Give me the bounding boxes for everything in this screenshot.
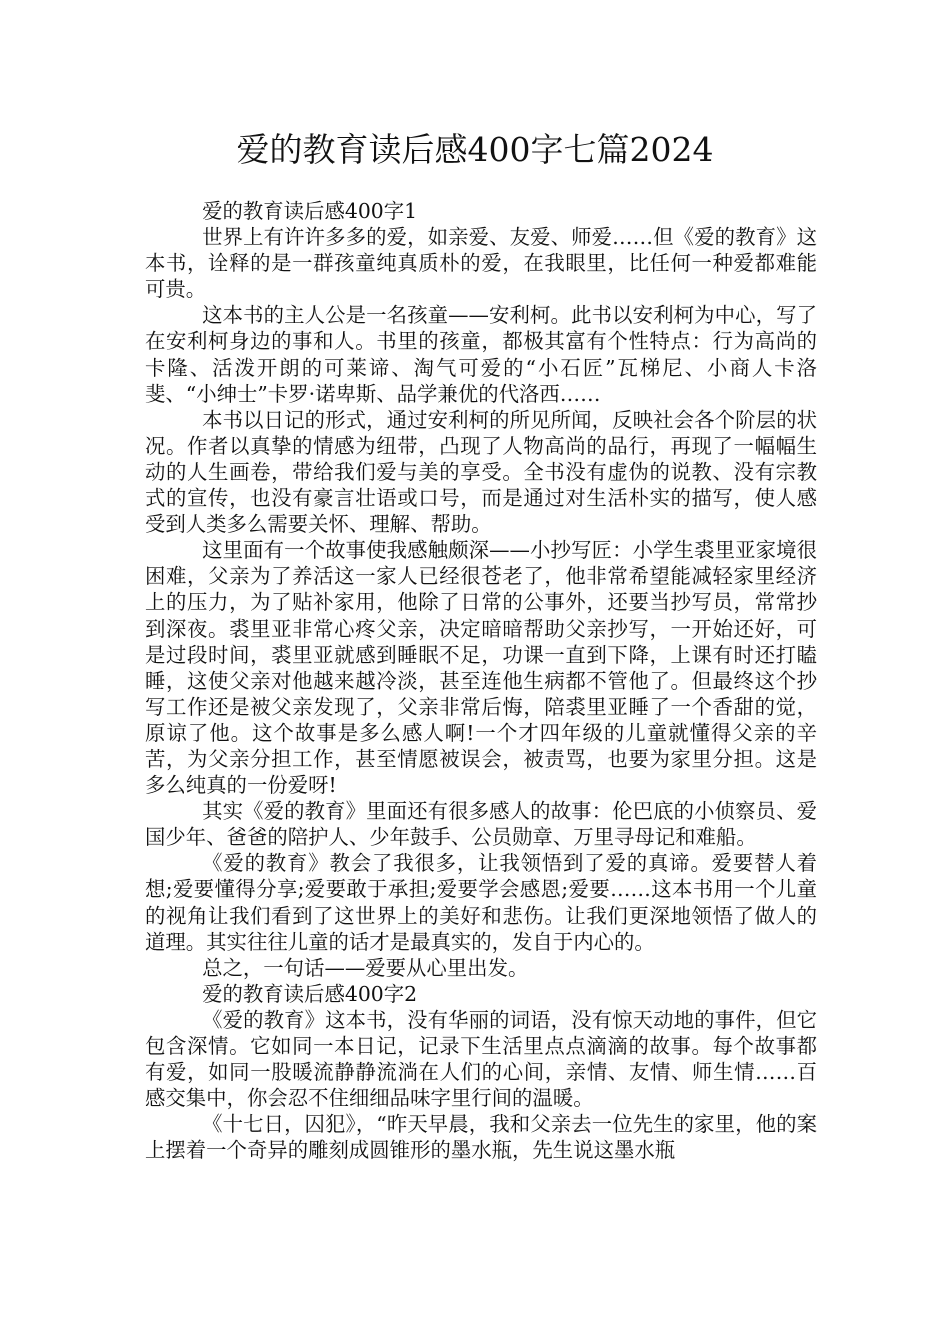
body-paragraph: 世界上有许许多多的爱，如亲爱、友爱、师爱……但《爱的教育》这本书，诠释的是一群孩童纯真质朴的爱，在我眼里，比任何一种爱都难能可贵。 bbox=[145, 225, 817, 302]
document-title: 爱的教育读后感400字七篇2024 bbox=[236, 130, 714, 169]
document-body bbox=[145, 198, 817, 1163]
body-paragraph: 总之，一句话——爱要从心里出发。 bbox=[202, 955, 529, 980]
body-paragraph: 其实《爱的教育》里面还有很多感人的故事：伦巴底的小侦察员、爱国少年、爸爸的陪护人、少年鼓手、公员勋章、万里寻母记和难船。 bbox=[145, 799, 817, 850]
body-paragraph: 本书以日记的形式，通过安利柯的所见所闻，反映社会各个阶层的状况。作者以真挚的情感为纽带，凸现了人物高尚的品行，再现了一幅幅生动的人生画卷，带给我们爱与美的享受。全书没有虚伪的说教、没有宗教式的宣传，也没有豪言壮语或口号，而是通过对生活朴实的描写，使人感受到人类多么需要关怀、理解、帮助。 bbox=[145, 407, 817, 537]
body-paragraph: 《爱的教育》教会了我很多，让我领悟到了爱的真谛。爱要替人着想;爱要懂得分享;爱要敢于承担;爱要学会感恩;爱要……这本书用一个儿童的视角让我们看到了这世界上的美好和悲伤。让我们更深地领悟了做人的道理。其实往往儿童的话才是最真实的，发自于内心的。 bbox=[145, 851, 817, 954]
body-paragraph: 这本书的主人公是一名孩童——安利柯。此书以安利柯为中心，写了在安利柯身边的事和人。书里的孩童，都极其富有个性特点：行为高尚的卡隆、活泼开朗的可莱谛、淘气可爱的“小石匠”瓦梯尼、小商人卡洛斐、“小绅士”卡罗·诺卑斯、品学兼优的代洛西…… bbox=[145, 303, 817, 406]
section-heading-1: 爱的教育读后感400字1 bbox=[202, 199, 418, 223]
body-paragraph: 《十七日，囚犯》，“昨天早晨，我和父亲去一位先生的家里，他的案上摆着一个奇异的雕刻成圆锥形的墨水瓶，先生说这墨水瓶 bbox=[145, 1112, 817, 1163]
body-paragraph: 《爱的教育》这本书，没有华丽的词语，没有惊天动地的事件，但它包含深情。它如同一本日记，记录下生活里点点滴滴的故事。每个故事都有爱，如同一股暖流静静流淌在人们的心间，亲情、友情、师生情……百感交集中，你会忍不住细细品味字里行间的温暖。 bbox=[145, 1007, 817, 1111]
section-heading-2: 爱的教育读后感400字2 bbox=[202, 981, 418, 1006]
body-paragraph: 这里面有一个故事使我感触颇深——小抄写匠：小学生裘里亚家境很困难，父亲为了养活这一家人已经很苍老了，他非常希望能减轻家里经济上的压力，为了贴补家用，他除了日常的公事外，还要当抄写员，常常抄到深夜。裘里亚非常心疼父亲，决定暗暗帮助父亲抄写，一开始还好，可是过段时间，裘里亚就感到睡眠不足，功课一直到下降，上课有时还打瞌睡，这使父亲对他越来越冷淡，甚至连他生病都不管他了。但最终这个抄写工作还是被父亲发现了，父亲非常后悔，陪裘里亚睡了一个香甜的觉，原谅了他。这个故事是多么感人啊!一个才四年级的儿童就懂得父亲的辛苦，为父亲分担工作，甚至情愿被误会，被责骂，也要为家里分担。这是多么纯真的一份爱呀! bbox=[145, 538, 817, 798]
